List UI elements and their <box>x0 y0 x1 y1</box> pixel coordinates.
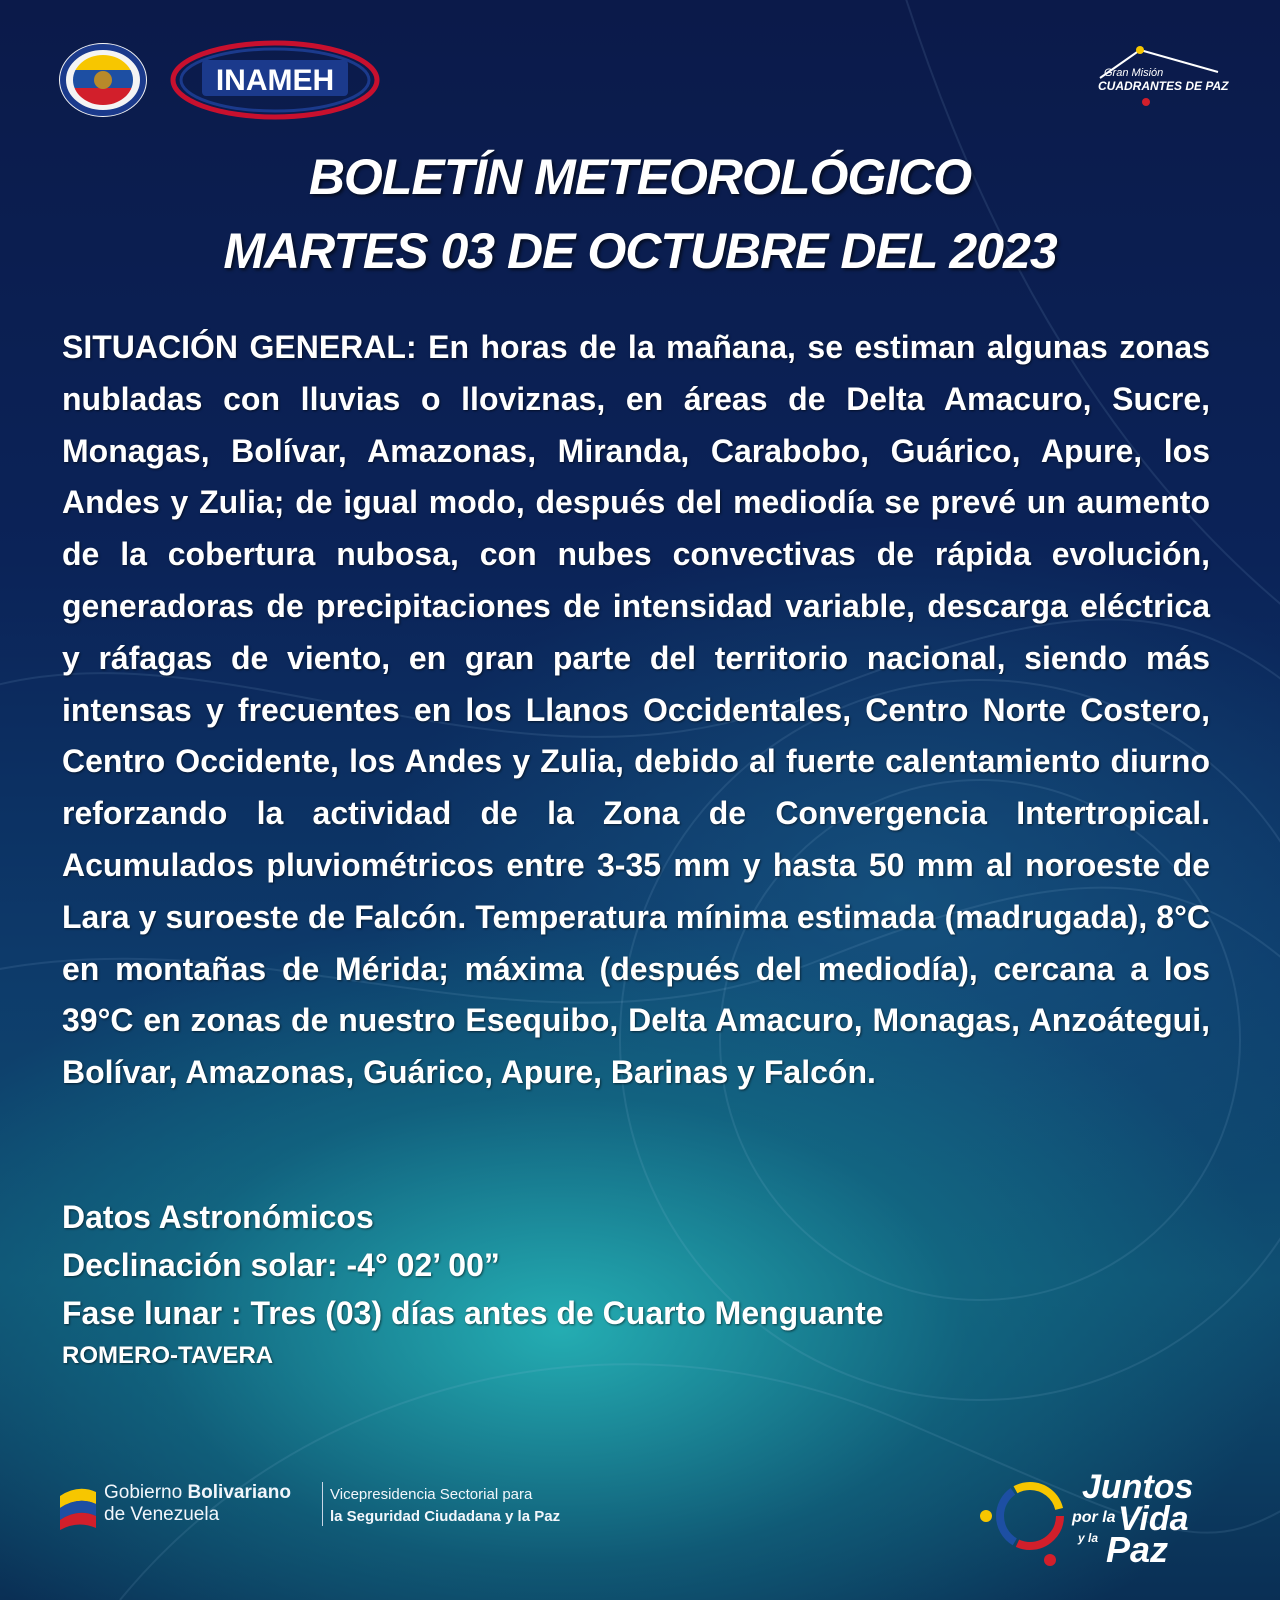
bulletin-title: BOLETÍN METEOROLÓGICO <box>308 149 972 205</box>
astronomical-data <box>62 1193 1162 1337</box>
situacion-text: En horas de la mañana, se estiman algunas zonas nubladas con lluvias o lloviznas, en áreas de Delta Amacuro, Sucre, Monagas, Bolívar, Amazonas, Miranda, Carabobo, Guárico, Apure, los Andes y Zulia; de igual modo, después del mediodía se prevé un aumento de la cobertura nubosa, con nubes convectivas de rápida evolución, generadoras de precipitaciones de intensidad variable, descarga eléctrica y ráfagas de viento, en gran parte del territorio nacional, siendo más intensas y frecuentes en los Llanos Occidentales, Centro Norte Costero, Centro Occidente, los Andes y Zulia, debido al fuerte calentamiento diurno reforzando la actividad de la Zona de Convergencia Intertropical. Acumulados pluviométricos entre 3-35 mm y hasta 50 mm al noroeste de Lara y suroeste de Falcón. Temperatura mínima estimada (madrugada), 8°C en montañas de Mérida; máxima (después del mediodía), cercana a los 39°C en zonas de nuestro Esequibo, Delta Amacuro, Monagas, Anzoátegui, Bolívar, Amazonas, Guárico, Apure, Barinas y Falcón. <box>62 329 1211 1091</box>
paz-word: Paz <box>1106 1529 1169 1568</box>
vice-line1: Vicepresidencia Sectorial para <box>330 1486 533 1503</box>
bulletin-date: MARTES 03 DE OCTUBRE DEL 2023 <box>223 223 1057 279</box>
ministerio-seal-icon <box>58 42 148 118</box>
juntos-word: Juntos <box>1082 1468 1194 1506</box>
svg-text:CUADRANTES DE PAZ: CUADRANTES DE PAZ <box>1098 79 1229 93</box>
author-credit: ROMERO-TAVERA <box>62 1342 274 1369</box>
gov-name <box>104 1482 291 1526</box>
gov-line1-b: Bolivariano <box>187 1482 291 1503</box>
vicepresidencia-name <box>330 1484 560 1528</box>
situacion-general <box>62 322 1210 1099</box>
astro-heading: Datos Astronómicos <box>62 1199 374 1235</box>
por-la-word: por la <box>1072 1509 1116 1526</box>
gov-line2: de Venezuela <box>104 1504 220 1525</box>
moon-phase: Fase lunar : Tres (03) días antes de Cuarto Menguante <box>62 1295 884 1331</box>
cuadrantes-de-paz-logo-icon <box>1090 42 1230 112</box>
footer-divider <box>322 1482 323 1526</box>
juntos-por-la-vida-logo-icon <box>978 1458 1218 1568</box>
venezuela-flag-icon <box>58 1482 98 1530</box>
solar-declination: Declinación solar: -4° 02’ 00” <box>62 1247 500 1283</box>
inameh-logo-icon <box>170 40 380 120</box>
y-la-word: y la <box>1078 1531 1099 1545</box>
vida-word: Vida <box>1118 1500 1189 1538</box>
svg-text:INAMEH: INAMEH <box>215 64 335 97</box>
gov-line1-a: Gobierno <box>104 1482 188 1503</box>
situacion-label: SITUACIÓN GENERAL: <box>62 329 417 365</box>
svg-text:Gran Misión: Gran Misión <box>1104 67 1164 79</box>
vice-line2: la Seguridad Ciudadana y la Paz <box>330 1508 561 1525</box>
